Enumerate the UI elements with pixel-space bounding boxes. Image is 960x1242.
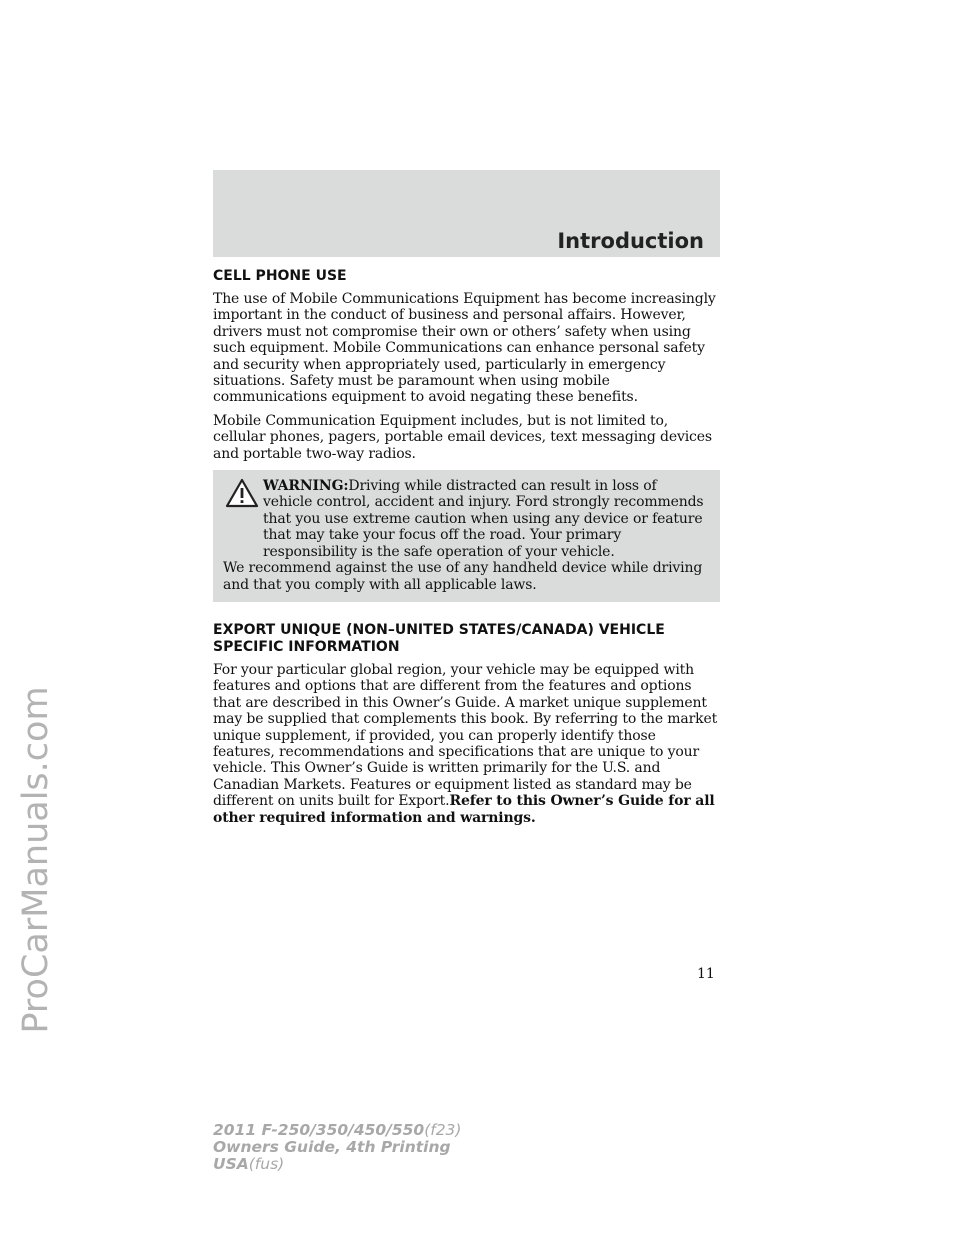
footer: [213, 1122, 461, 1173]
export-paragraph-bold: Refer to this Owner’s Guide for all other required information and warnings.: [213, 793, 715, 826]
export-heading-line-2: SPECIFIC INFORMATION: [213, 638, 400, 655]
warning-triangle-icon: [225, 478, 259, 508]
export-heading-line-1: EXPORT UNIQUE (NON–UNITED STATES/CANADA) VEHICLE: [213, 621, 665, 638]
watermark: [8, 510, 64, 1210]
footer-model: 2011 F-250/350/450/550: [213, 1121, 425, 1139]
watermark-text: ProCarManuals.com: [16, 686, 56, 1034]
page-number: 11: [697, 966, 715, 982]
cell-phone-heading: CELL PHONE USE: [213, 268, 347, 284]
cell-phone-paragraph-2: Mobile Communication Equipment includes, but is not limited to, cellular phones, pagers, portable email devices, text messaging devices and portable two-way radios.: [213, 412, 712, 462]
footer-line-2: [213, 1139, 461, 1156]
footer-line-1: [213, 1122, 461, 1139]
warning-text-1: [223, 478, 710, 560]
section-header: [213, 170, 720, 257]
warning-box: [213, 470, 720, 602]
warning-label: WARNING:: [263, 478, 349, 495]
footer-printing: Owners Guide, 4th Printing: [213, 1138, 451, 1156]
footer-line-3: [213, 1156, 461, 1173]
cell-phone-paragraph-1: The use of Mobile Communications Equipment has become increasingly important in the conduct of business and personal affairs. However, drivers must not compromise their own or others’ safety when using such equipment. Mobile Communications can enhance personal safety and security when appropriately used, particularly in emergency situations. Safety must be paramount when using mobile communications equipment to avoid negating these benefits.: [213, 291, 716, 406]
warning-line-1: Driving while distracted can result in loss of vehicle control, accident and injury. Ford strongly recommends that you use extreme caution when using any device or feature that may take your focus off the road. Your primary responsibility is the safe operation of your vehicle.: [263, 478, 704, 560]
warning-text-2: We recommend against the use of any handheld device while driving and that you comply with all applicable laws.: [223, 560, 703, 593]
export-heading: [213, 622, 720, 656]
page-content: [213, 268, 720, 833]
footer-market: USA: [213, 1155, 249, 1173]
export-paragraph-text: For your particular global region, your vehicle may be equipped with features and options that are different from the features and options that are described in this Owner’s Guide. A market unique supplement may be supplied that complements this book. By referring to the market unique supplement, if provided, you can properly identify those features, recommendations and specifications that are unique to your vehicle. This Owner’s Guide is written primarily for the U.S. and Canadian Markets. Features or equipment listed as standard may be different on units built for Export.: [213, 661, 718, 810]
section-title: Introduction: [557, 229, 704, 253]
footer-market-code: (fus): [248, 1155, 285, 1173]
footer-model-code: (f23): [424, 1121, 462, 1139]
export-paragraph: [213, 662, 720, 826]
